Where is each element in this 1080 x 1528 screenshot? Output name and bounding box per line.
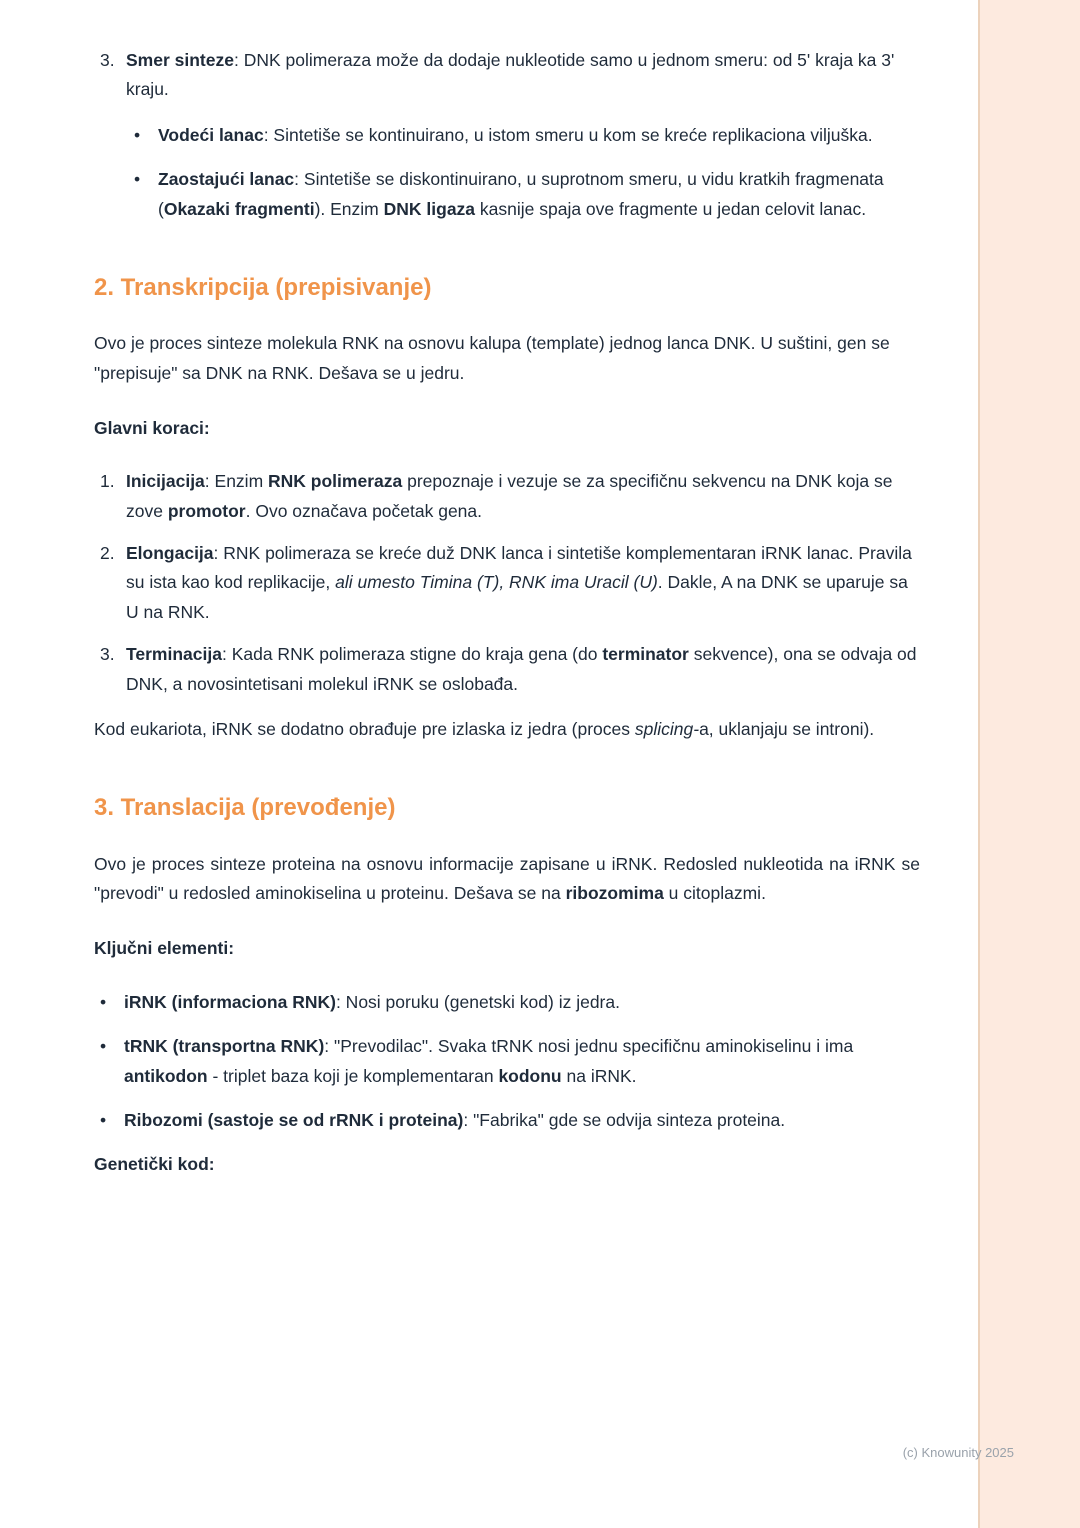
- bullet-item-text: Zaostajući lanac: Sintetiše se diskontinuirano, u suprotnom smeru, u vidu kratkih fragmenata (Okazaki fragmenti). Enzim DNK ligaza kasnije spaja ove fragmente u jedan celovit lanac.: [158, 169, 884, 219]
- list-item-inicijacija: [94, 467, 920, 526]
- list-item-text: Smer sinteze: DNK polimeraza može da dodaje nukleotide samo u jednom smeru: od 5' kraja ka 3' kraju.: [126, 50, 895, 100]
- transkripcija-steps-list: [94, 467, 920, 699]
- list-item-smer-sinteze: [94, 46, 920, 105]
- bullet-item-vodeci-lanac: [134, 121, 920, 150]
- transkripcija-intro-paragraph: Ovo je proces sinteze molekula RNK na osnovu kalupa (template) jednog lanca DNK. U suštini, gen se "prepisuje" sa DNK na RNK. Dešava se u jedru.: [94, 333, 890, 383]
- list-item-text: Inicijacija: Enzim RNK polimeraza prepoznaje i vezuje se za specifičnu sekvencu na DNK koja se zove promotor. Ovo označava početak gena.: [126, 471, 893, 521]
- list-marker: 3.: [100, 644, 115, 665]
- bullet-item-trnk: [100, 1032, 920, 1091]
- eukariota-note-paragraph: Kod eukariota, iRNK se dodatno obrađuje pre izlaska iz jedra (proces splicing-a, uklanjaju se introni).: [94, 719, 875, 740]
- list-marker: 2.: [100, 543, 115, 564]
- bullet-marker: •: [134, 124, 141, 145]
- section-heading-transkripcija: 2. Transkripcija (prepisivanje): [94, 273, 432, 301]
- copyright-watermark: (c) Knowunity 2025: [902, 1445, 1014, 1461]
- bullet-item-ribozomi: [100, 1106, 920, 1135]
- geneticki-kod-label: Genetički kod:: [94, 1154, 215, 1175]
- list-item-terminacija: [94, 640, 920, 699]
- kljucni-elementi-label: Ključni elementi:: [94, 938, 235, 959]
- list-item-text: Terminacija: Kada RNK polimeraza stigne do kraja gena (do terminator sekvence), ona se odvaja od DNK, a novosintetisani molekul iRNK se oslobađa.: [126, 644, 917, 694]
- bullet-item-text: Vodeći lanac: Sintetiše se kontinuirano, u istom smeru u kom se kreće replikaciona viljuška.: [158, 124, 873, 145]
- kljucni-elementi-list: [100, 988, 920, 1136]
- bullet-item-text: tRNK (transportna RNK): "Prevodilac". Svaka tRNK nosi jednu specifičnu aminokiselinu i ima antikodon - triplet baza koji je komplementaran kodonu na iRNK.: [124, 1036, 854, 1086]
- bullet-item-text: Ribozomi (sastoje se od rRNK i proteina): "Fabrika" gde se odvija sinteza proteina.: [124, 1109, 786, 1130]
- list-marker: 1.: [100, 471, 115, 492]
- section-heading-translacija: 3. Translacija (prevođenje): [94, 794, 396, 822]
- list-item-text: Elongacija: RNK polimeraza se kreće duž DNK lanca i sintetiše komplementaran iRNK lanac. Pravila su ista kao kod replikacije, ali umesto Timina (T), RNK ima Uracil (U). Dakle, A na DNK se uparuje sa U na RNK.: [126, 543, 912, 622]
- bullet-item-text: iRNK (informaciona RNK): Nosi poruku (genetski kod) iz jedra.: [124, 991, 620, 1012]
- bullet-marker: •: [100, 1036, 107, 1057]
- list-marker: 3.: [100, 50, 115, 70]
- bullet-marker: •: [100, 1109, 107, 1130]
- list-item-elongacija: [94, 539, 920, 627]
- bullet-marker: •: [134, 169, 141, 190]
- bullet-item-zaostajuci-lanac: [134, 165, 920, 224]
- bullet-marker: •: [100, 991, 107, 1012]
- nested-bullet-list: [134, 121, 920, 224]
- glavni-koraci-label: Glavni koraci:: [94, 417, 210, 438]
- bullet-item-irnk: [100, 988, 920, 1017]
- translacija-intro-paragraph: Ovo je proces sinteze proteina na osnovu informacije zapisane u iRNK. Redosled nukleotida na iRNK se "prevodi" u redosled aminokiselina u proteinu. Dešava se na ribozomima u citoplazmi.: [94, 853, 920, 904]
